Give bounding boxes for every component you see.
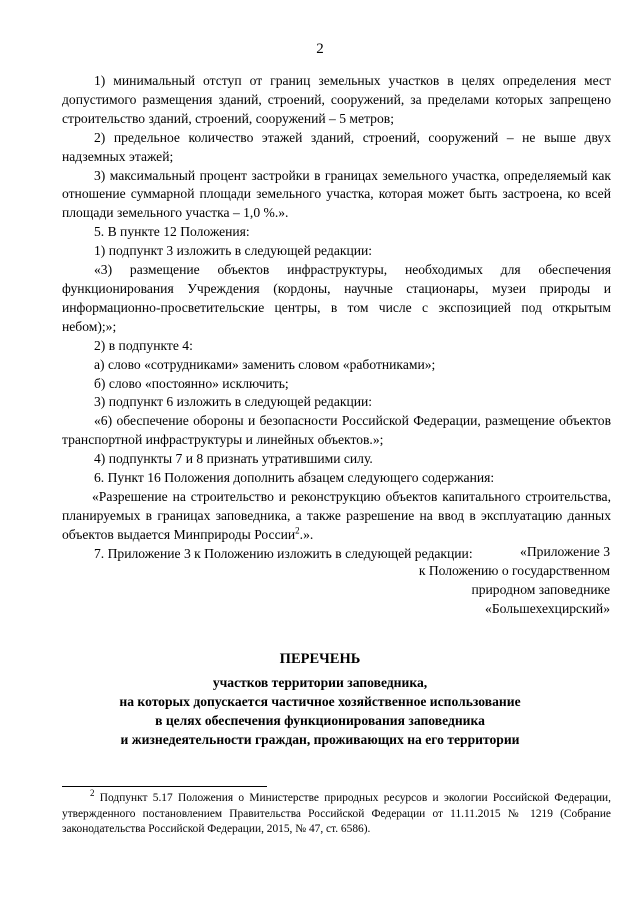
appendix-line: природном заповеднике bbox=[471, 582, 610, 597]
list-title-line: в целях обеспечения функционирования заповедника bbox=[155, 713, 485, 728]
appendix-line: «Большехехцирский» bbox=[485, 601, 610, 616]
footnote-text: Подпункт 5.17 Положения о Министерстве природных ресурсов и экологии Российской Федерации, утвержденного постановлением Правительства Российской Федерации от 11.11.2015 № 1219 (Собрание законодательства Российской Федерации, 2015, № 47, ст. 6586). bbox=[62, 792, 611, 835]
paragraph: а) слово «сотрудниками» заменить словом «работниками»; bbox=[94, 356, 436, 372]
paragraph: 3) подпункт 6 изложить в следующей редакции: bbox=[94, 394, 373, 410]
paragraph: 2) предельное количество этажей зданий, строений, сооружений – не выше двух надземных этажей; bbox=[62, 129, 611, 164]
footnote-divider bbox=[62, 786, 267, 787]
footnote-reference: 2 bbox=[295, 525, 300, 536]
paragraph: б) слово «постоянно» исключить; bbox=[94, 375, 289, 391]
paragraph: 2) в подпункте 4: bbox=[94, 337, 193, 353]
quote-text: «Разрешение на строительство и реконструкцию объектов капитального строительства, планируемых в границах заповедника, а также разрешение на ввод в эксплуатацию данных объектов выдается Минприроды России bbox=[62, 488, 611, 542]
paragraph: 7. Приложение 3 к Положению изложить в следующей редакции: bbox=[94, 545, 473, 561]
paragraph: 3) максимальный процент застройки в границах земельного участка, определяемый как отношение суммарной площади земельного участка, которая может быть застроена, ко всей площади земельного участка – 1,0 %.». bbox=[62, 167, 611, 221]
list-title-main: ПЕРЕЧЕНЬ bbox=[279, 651, 361, 667]
appendix-line: к Положению о государственном bbox=[418, 563, 610, 578]
list-title bbox=[0, 650, 640, 749]
footnote-mark: 2 bbox=[90, 788, 95, 799]
list-title-line: и жизнедеятельности граждан, проживающих на его территории bbox=[120, 732, 520, 747]
quote-tail: .». bbox=[299, 526, 314, 542]
footnote bbox=[62, 788, 611, 838]
paragraph: 1) подпункт 3 изложить в следующей редакции: bbox=[94, 243, 373, 259]
body-text bbox=[62, 72, 611, 564]
appendix-header bbox=[350, 542, 610, 618]
paragraph: «3) размещение объектов инфраструктуры, необходимых для обеспечения функционирования Учреждения (кордоны, научные стационары, музеи природы и информационно-просветительские центры, в том числе с экспозицией под открытым небом);»; bbox=[62, 262, 611, 334]
page-number: 2 bbox=[316, 41, 324, 57]
list-title-line: на которых допускается частичное хозяйственное использование bbox=[119, 694, 521, 709]
quote-paragraph bbox=[62, 488, 611, 545]
paragraph: 4) подпункты 7 и 8 признать утратившими силу. bbox=[94, 451, 373, 467]
list-title-line: участков территории заповедника, bbox=[212, 675, 428, 690]
paragraph: «6) обеспечение обороны и безопасности Российской Федерации, размещение объектов транспортной инфраструктуры и линейных объектов.»; bbox=[62, 413, 611, 448]
appendix-line: «Приложение 3 bbox=[520, 544, 610, 559]
paragraph: 6. Пункт 16 Положения дополнить абзацем следующего содержания: bbox=[94, 470, 495, 486]
paragraph: 1) минимальный отступ от границ земельных участков в целях определения мест допустимого размещения зданий, строений, сооружений, за пределами которых запрещено строительство зданий, строений, сооружений – 5 метров; bbox=[62, 73, 611, 126]
paragraph: 5. В пункте 12 Положения: bbox=[94, 224, 250, 240]
